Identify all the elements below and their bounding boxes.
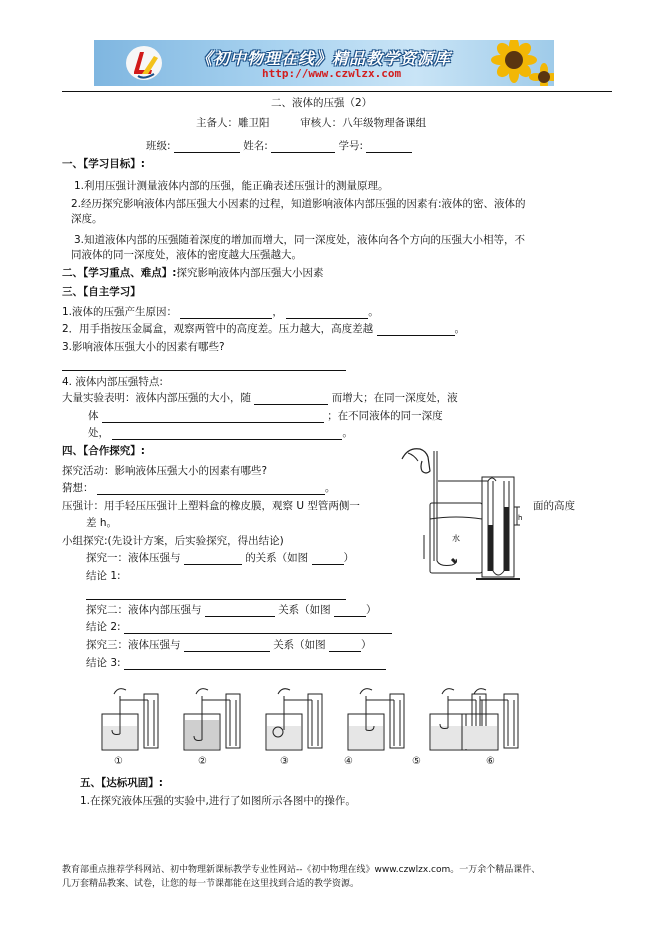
experiment-figure-6 [458, 686, 528, 756]
q1-text: 1.液体的压强产生原因： [62, 306, 178, 318]
q4b-line [88, 409, 443, 423]
q4a-text: 大量实验表明：液体内部压强的大小，随 [62, 392, 251, 404]
q4a-line [62, 391, 458, 405]
q1-line: 1.液体的压强产生原因： ， 。 [62, 306, 379, 318]
q4a-blank[interactable] [254, 392, 328, 405]
q2-line: 2．用手指按压金属盒，观察两管中的高度差。压力越大，高度差越 。 [62, 323, 466, 335]
exp1-fig-blank[interactable] [312, 552, 344, 565]
guess-line: 猜想： 。 [62, 482, 336, 494]
q3-text: 3.影响液体压强大小的因素有哪些? [62, 341, 225, 353]
site-logo-icon [124, 44, 164, 82]
name-field[interactable] [271, 140, 335, 153]
section2-heading: 二、【学习重点、难点】: [62, 267, 177, 279]
id-field[interactable] [366, 140, 412, 153]
section5-q1: 1.在探究液体压强的实验中,进行了如图所示各图中的操作。 [80, 795, 356, 807]
banner-title: 《初中物理在线》精品教学资源库 [196, 49, 452, 68]
goal-2a: 2.经历探究影响液体内部压强大小因素的过程，知道影响液体内部压强的因素有:液体的密、液体的 [71, 198, 526, 210]
exp2-fig-blank[interactable] [334, 604, 366, 617]
conclusion-2-blank[interactable] [124, 621, 392, 634]
author-name: 雕卫阳 [238, 117, 270, 129]
author-line [196, 115, 426, 130]
exp2-text-3: ） [366, 604, 377, 616]
q3-blank[interactable] [62, 358, 346, 371]
goal-3b: 同液体的同一深度处，液体的密度越大压强越大。 [71, 249, 302, 261]
q4b-text-2: ；在不同液体的同一深度 [327, 410, 443, 422]
q4c-blank[interactable] [112, 427, 342, 440]
sunflower-icon [484, 40, 554, 86]
fig-label-1: ① [114, 756, 123, 767]
exp1-text: 探究一：液体压强与 [86, 552, 181, 564]
q4b-blank[interactable] [102, 410, 324, 423]
exp2-text-2: 关系（如图 [278, 604, 331, 616]
h-label: h [518, 514, 523, 522]
fig-label-5: ⑤ [412, 756, 421, 767]
water-label: 水 [452, 534, 460, 543]
fig-label-4: ④ [344, 756, 353, 767]
student-info-line [146, 138, 412, 153]
exp3-text-2: 关系（如图 [273, 639, 326, 651]
gauge-text-2: 面的高度 [533, 500, 575, 512]
exp2-line [86, 603, 377, 617]
section4-heading: 四、【合作探究】: [62, 445, 145, 457]
pressure-gauge-illustration [396, 441, 526, 583]
exp1-text-3: ） [343, 552, 355, 564]
q2-text: 2．用手指按压金属盒，观察两管中的高度差。压力越大，高度差越 [62, 323, 374, 335]
q4b-text: 体 [88, 410, 99, 422]
exp2-text: 探究二：液体内部压强与 [86, 604, 202, 616]
exp3-text: 探究三：液体压强与 [86, 639, 181, 651]
exp1-line [86, 551, 354, 565]
id-label: 学号: [338, 140, 364, 152]
conclusion-2: 结论 2: [86, 621, 121, 633]
exp3-line [86, 638, 372, 652]
q4c-text: 处， [88, 427, 109, 439]
conclusion-2-line [86, 620, 392, 634]
exp2-blank[interactable] [205, 604, 275, 617]
fig-label-2: ② [198, 756, 207, 767]
goal-2b: 深度。 [71, 213, 103, 225]
activity-text: 探究活动：影响液体压强大小的因素有哪些? [62, 465, 268, 477]
gauge-text-3: 差 h。 [86, 517, 117, 529]
goal-1: 1.利用压强计测量液体内部的压强，能正确表述压强计的测量原理。 [74, 180, 389, 192]
goal-3a: 3.知道液体内部的压强随着深度的增加而增大，同一深度处，液体向各个方向的压强大小相等，不 [74, 234, 526, 246]
q1-blank-2[interactable] [286, 306, 368, 319]
footer-line-2: 几万套精品教案、试卷，让您的每一节课都能在这里找到合适的教学资源。 [62, 879, 360, 889]
gauge-text-1: 压强计：用手轻压压强计上塑料盒的橡皮膜，观察 U 型管两侧一 [62, 500, 360, 512]
q4-text: 4. 液体内部压强特点: [62, 376, 163, 388]
exp3-text-3: ） [361, 639, 372, 651]
name-label: 姓名: [243, 140, 268, 152]
section1-heading: 一、【学习目标】: [62, 158, 145, 170]
conclusion-3-line [86, 656, 386, 670]
fig-label-3: ③ [280, 756, 289, 767]
q2-blank[interactable] [377, 323, 455, 336]
class-label: 班级: [146, 140, 171, 152]
q1-blank-1[interactable] [180, 306, 272, 319]
q4c-line: 处， 。 [88, 427, 353, 439]
exp3-fig-blank[interactable] [329, 639, 361, 652]
q4a-text-2: 而增大；在同一深度处，液 [331, 392, 458, 404]
exp3-blank[interactable] [184, 639, 270, 652]
fig-label-6: ⑥ [486, 756, 495, 767]
footer-line-1: 教育部重点推荐学科网站、初中物理新课标教学专业性网站--《初中物理在线》www.czwlzx.com。一万余个精品课件、 [62, 865, 541, 875]
section2-content: 探究影响液体内部压强大小因素 [176, 267, 324, 279]
exp1-blank[interactable] [184, 552, 242, 565]
section3-heading: 三、【自主学习】 [62, 286, 141, 298]
conclusion-1-blank[interactable] [86, 587, 346, 600]
header-rule [62, 91, 612, 92]
reviewer-label: 审核人： [300, 117, 343, 129]
reviewer-name: 八年级物理备课组 [342, 117, 427, 129]
group-text: 小组探究:(先设计方案，后实验探究，得出结论) [62, 535, 284, 547]
banner-url[interactable]: http://www.czwlzx.com [262, 67, 402, 80]
conclusion-1: 结论 1: [86, 570, 121, 582]
section2-line [62, 266, 323, 280]
class-field[interactable] [174, 140, 240, 153]
conclusion-3-blank[interactable] [124, 657, 386, 670]
conclusion-3: 结论 3: [86, 657, 121, 669]
author-label: 主备人： [196, 117, 238, 129]
section5-heading: 五、【达标巩固】: [80, 777, 163, 789]
guess-label: 猜想： [62, 482, 94, 494]
guess-blank[interactable] [97, 482, 325, 495]
page-title: 二、液体的压强（2） [271, 97, 373, 109]
exp1-text-2: 的关系（如图 [245, 552, 309, 564]
header-banner [94, 40, 554, 86]
